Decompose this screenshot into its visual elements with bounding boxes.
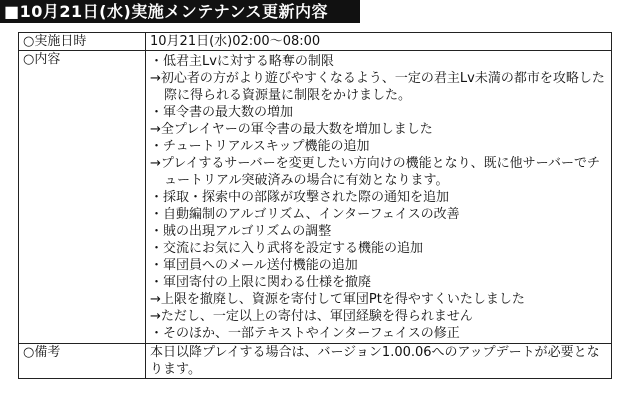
update-item: ・低君主Lvに対する略奪の制限 xyxy=(150,54,334,69)
notice-table xyxy=(18,32,612,379)
update-item-detail: →ただし、一定以上の寄付は、軍団経験を得られません xyxy=(150,309,473,324)
update-item: ・そのほか、一部テキストやインターフェイスの修正 xyxy=(150,326,460,341)
remarks-label: ○備考 xyxy=(19,344,146,379)
update-item-detail: →全プレイヤーの軍令書の最大数を増加しました xyxy=(150,122,433,137)
remarks-value: 本日以降プレイする場合は、バージョン1.00.06へのアップデートが必要となります。 xyxy=(146,344,612,379)
update-item: ・軍団員へのメール送付機能の追加 xyxy=(150,258,358,273)
date-label: ○実施日時 xyxy=(19,33,146,51)
row-content xyxy=(19,51,612,344)
update-item: ・軍団寄付の上限に関わる仕様を撤廃 xyxy=(150,275,372,290)
update-item: ・採取・探索中の部隊が攻撃された際の通知を追加 xyxy=(150,190,450,205)
update-item-detail: →初心者の方がより遊びやすくなるよう、一定の君主Lv未満の都市を攻略した際に得られる資源量に制限をかけました。 xyxy=(150,71,605,103)
update-item: ・交流にお気に入り武将を設定する機能の追加 xyxy=(150,241,424,256)
date-value: 10月21日(水)02:00〜08:00 xyxy=(146,33,612,51)
update-list xyxy=(150,51,607,343)
update-item-detail: →プレイするサーバーを変更したい方向けの機能となり、既に他サーバーでチュートリアル突破済みの場合に有効となります。 xyxy=(150,156,601,188)
row-remarks xyxy=(19,344,612,379)
row-date xyxy=(19,33,612,51)
update-item: ・軍令書の最大数の増加 xyxy=(150,105,294,120)
update-item: ・自動編制のアルゴリズム、インターフェイスの改善 xyxy=(150,207,460,222)
notice-title: ■10月21日(水)実施メンテナンス更新内容 xyxy=(0,0,360,23)
content-label: ○内容 xyxy=(19,51,146,344)
update-item: ・チュートリアルスキップ機能の追加 xyxy=(150,139,370,154)
content-list xyxy=(146,51,612,344)
update-item-detail: →上限を撤廃し、資源を寄付して軍団Ptを得やすくいたしました xyxy=(150,292,525,307)
update-item: ・賊の出現アルゴリズムの調整 xyxy=(150,224,332,239)
